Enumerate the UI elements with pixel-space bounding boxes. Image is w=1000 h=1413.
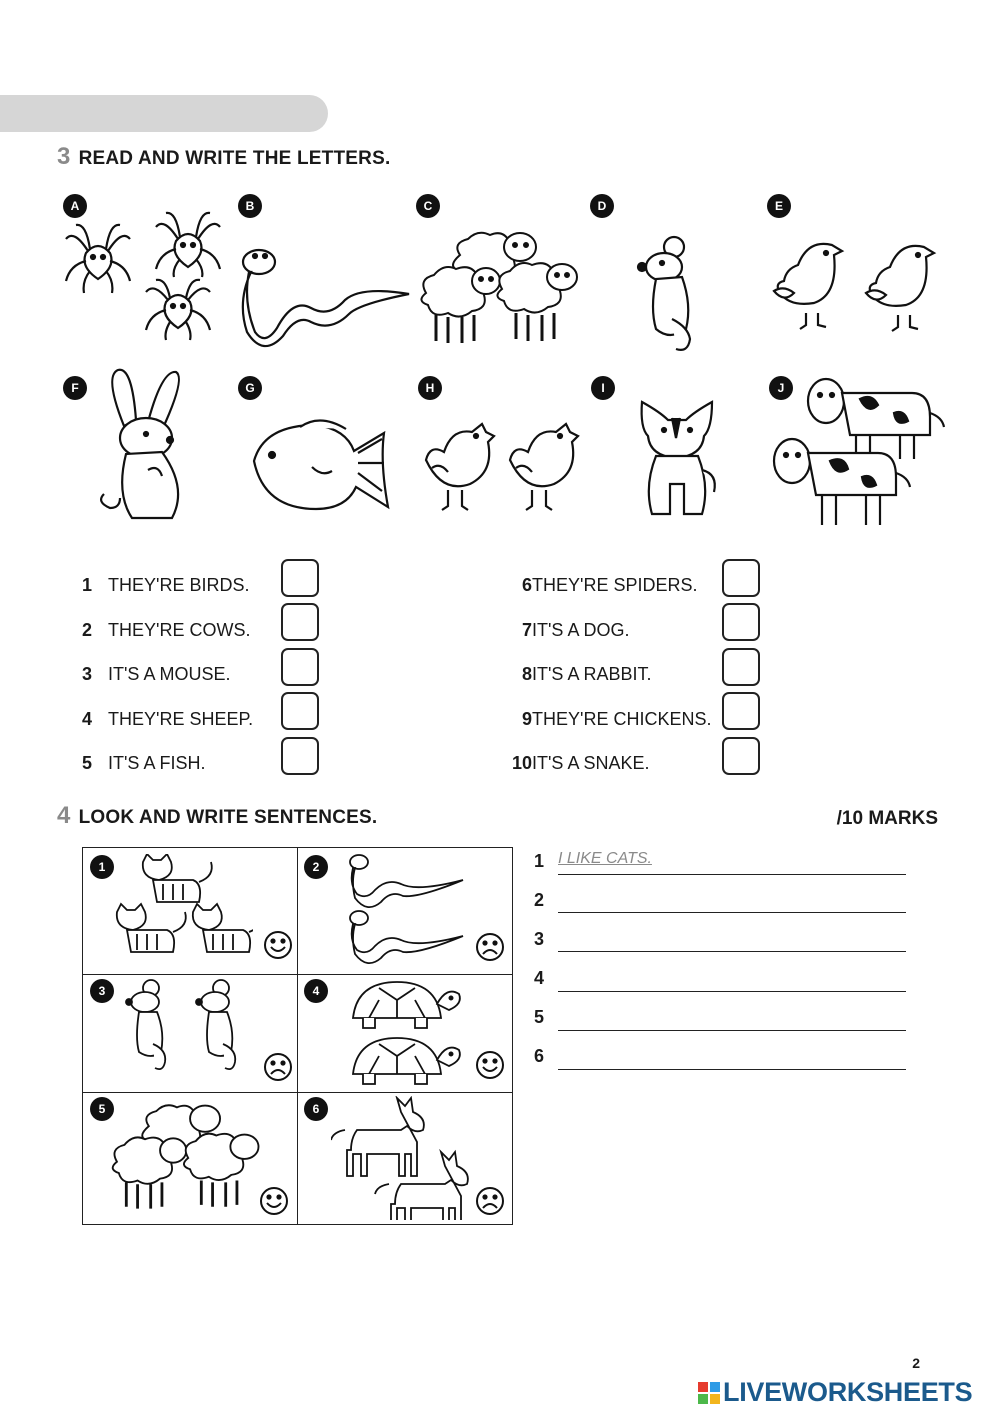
- sheep-group-illustration: [111, 1098, 271, 1218]
- write-line-4[interactable]: [558, 967, 906, 992]
- write-line-6[interactable]: [558, 1045, 906, 1070]
- write-line-5[interactable]: [558, 1006, 906, 1031]
- match-item-2: [82, 610, 250, 650]
- marks-label: /10 MARKS: [836, 808, 938, 829]
- section-title-text: LOOK AND WRITE SENTENCES.: [78, 807, 378, 828]
- logo-text: LIVEWORKSHEETS: [723, 1377, 973, 1407]
- tortoises-illustration: [349, 978, 465, 1090]
- section-4-title: [57, 802, 377, 830]
- write-line-number: 5: [534, 1007, 545, 1027]
- picture-badge-i: I: [591, 376, 615, 400]
- item-number: 3: [82, 663, 93, 684]
- section-number: 4: [57, 802, 71, 829]
- page-number: 2: [912, 1355, 920, 1371]
- item-number: 8: [521, 663, 532, 684]
- write-line-number: 4: [534, 968, 545, 988]
- rabbit-illustration: [98, 366, 198, 526]
- section-3-title: [57, 143, 390, 171]
- item-text: THEY'RE BIRDS.: [108, 574, 250, 595]
- spiders-illustration: [62, 205, 232, 350]
- birds-illustration: [768, 235, 946, 337]
- section-number: 3: [57, 143, 71, 170]
- item-text: THEY'RE SHEEP.: [108, 708, 254, 729]
- match-item-8: [500, 654, 651, 694]
- item-number: 7: [521, 619, 532, 640]
- match-item-4: [82, 699, 253, 739]
- picture-badge-f: F: [63, 376, 87, 400]
- answer-box-10[interactable]: [722, 737, 760, 775]
- write-line-2[interactable]: [558, 888, 906, 913]
- item-text: IT'S A FISH.: [108, 752, 206, 773]
- match-item-9: [500, 699, 711, 739]
- match-item-6: [500, 565, 697, 605]
- item-number: 5: [82, 752, 93, 773]
- grid-badge: 3: [90, 979, 114, 1003]
- mouse-illustration: [628, 233, 708, 355]
- grid-badge: 2: [304, 855, 328, 879]
- item-text: THEY'RE SPIDERS.: [532, 574, 698, 595]
- picture-badge-g: G: [238, 376, 262, 400]
- section-title-text: READ AND WRITE THE LETTERS.: [78, 148, 391, 169]
- fish-illustration: [250, 415, 392, 511]
- match-item-7: [500, 610, 629, 650]
- answer-box-1[interactable]: [281, 559, 319, 597]
- sad-face-icon: [475, 932, 505, 962]
- picture-badge-c: C: [416, 194, 440, 218]
- grid-cell-5: [83, 1092, 297, 1224]
- item-text: THEY'RE CHICKENS.: [532, 708, 712, 729]
- match-item-3: [82, 654, 230, 694]
- grid-cell-4: [297, 974, 513, 1092]
- item-text: IT'S A MOUSE.: [108, 663, 231, 684]
- answer-box-6[interactable]: [722, 559, 760, 597]
- grid-cell-1: [83, 848, 297, 974]
- answer-box-5[interactable]: [281, 737, 319, 775]
- picture-badge-d: D: [590, 194, 614, 218]
- grid-badge: 6: [304, 1097, 328, 1121]
- match-item-1: [82, 565, 249, 605]
- grid-badge: 4: [304, 979, 328, 1003]
- match-item-10: [500, 743, 649, 783]
- sad-face-icon: [263, 1052, 293, 1082]
- picture-badge-j: J: [769, 376, 793, 400]
- item-number: 6: [521, 574, 532, 595]
- picture-badge-e: E: [767, 194, 791, 218]
- liveworksheets-logo[interactable]: [698, 1377, 972, 1408]
- answer-box-3[interactable]: [281, 648, 319, 686]
- grid-badge: 1: [90, 855, 114, 879]
- picture-badge-b: B: [238, 194, 262, 218]
- picture-badge-a: A: [63, 194, 87, 218]
- item-number: 9: [521, 708, 532, 729]
- answer-box-8[interactable]: [722, 648, 760, 686]
- write-line-number: 1: [534, 851, 545, 871]
- match-item-5: [82, 743, 205, 783]
- picture-badge-h: H: [418, 376, 442, 400]
- answer-box-9[interactable]: [722, 692, 760, 730]
- snakes-illustration: [345, 852, 465, 968]
- item-number: 10: [511, 752, 532, 773]
- item-number: 1: [82, 574, 93, 595]
- write-line-number: 2: [534, 890, 545, 910]
- write-line-1[interactable]: I LIKE CATS.: [558, 850, 906, 875]
- header-tab-bar: [0, 95, 328, 132]
- chickens-illustration: [418, 420, 583, 516]
- happy-face-icon: [475, 1050, 505, 1080]
- happy-face-icon: [263, 930, 293, 960]
- item-text: IT'S A RABBIT.: [532, 663, 652, 684]
- write-line-number: 6: [534, 1046, 545, 1066]
- item-number: 4: [82, 708, 93, 729]
- cats-illustration: [113, 854, 253, 964]
- grid-cell-3: [83, 974, 297, 1092]
- snake-illustration: [235, 238, 413, 348]
- happy-face-icon: [259, 1186, 289, 1216]
- sheep-illustration: [420, 225, 590, 353]
- grid-badge: 5: [90, 1097, 114, 1121]
- answer-box-4[interactable]: [281, 692, 319, 730]
- mice-illustration: [123, 978, 263, 1084]
- cows-illustration: [770, 373, 946, 531]
- donkeys-illustration: [331, 1096, 481, 1220]
- grid-cell-2: [297, 848, 513, 974]
- logo-cubes-icon: [698, 1382, 720, 1404]
- item-text: IT'S A DOG.: [532, 619, 630, 640]
- write-line-3[interactable]: [558, 927, 906, 952]
- grid-cell-6: [297, 1092, 513, 1224]
- dog-illustration: [634, 396, 720, 520]
- item-number: 2: [82, 619, 93, 640]
- item-text: THEY'RE COWS.: [108, 619, 251, 640]
- sad-face-icon: [475, 1186, 505, 1216]
- picture-grid: [82, 847, 513, 1225]
- write-line-number: 3: [534, 929, 545, 949]
- item-text: IT'S A SNAKE.: [532, 752, 650, 773]
- answer-box-2[interactable]: [281, 603, 319, 641]
- answer-box-7[interactable]: [722, 603, 760, 641]
